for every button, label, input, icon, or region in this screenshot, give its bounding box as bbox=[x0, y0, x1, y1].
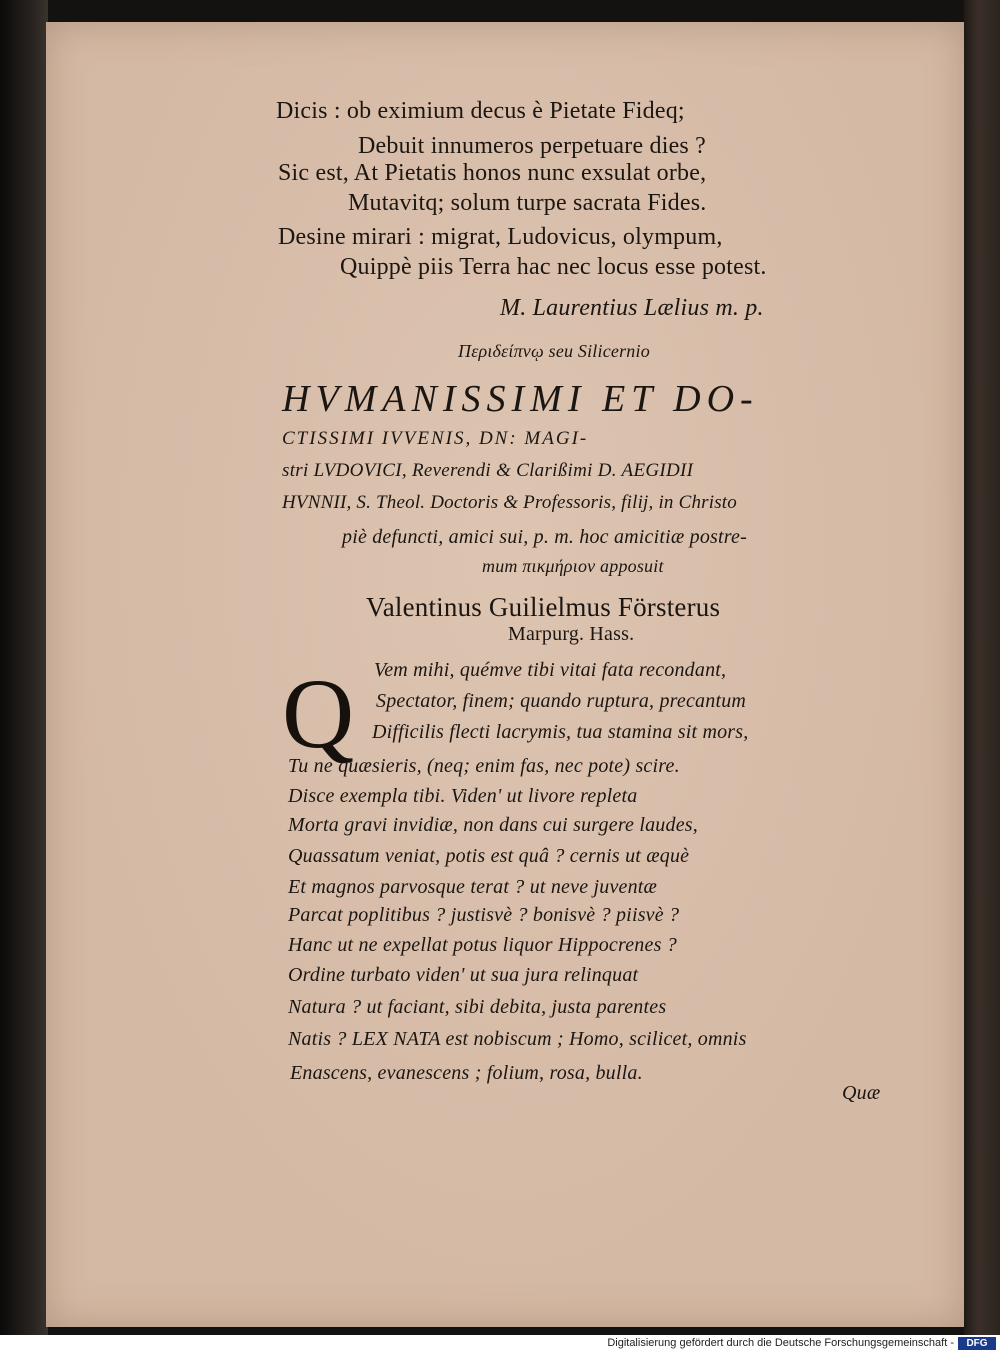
poem-line-1: Vem mihi, quémve tibi vitai fata recondant, bbox=[374, 659, 727, 681]
heading-line-5: mum πικμήριον apposuit bbox=[482, 556, 664, 576]
heading-line-4: piè defuncti, amici sui, p. m. hoc amicitiæ postre- bbox=[342, 526, 747, 548]
poem-line-3: Difficilis flecti lacrymis, tua stamina sit mors, bbox=[372, 721, 749, 743]
author-name: Valentinus Guilielmus Försterus bbox=[366, 592, 721, 622]
poem-line-2: Spectator, finem; quando ruptura, precantum bbox=[376, 690, 747, 712]
poem-line-7: Quassatum veniat, potis est quâ ? cernis ut æquè bbox=[288, 845, 690, 867]
epigram-line-5: Desine mirari : migrat, Ludovicus, olympum, bbox=[278, 224, 723, 250]
poem-line-4: Tu ne quæsieris, (neq; enim fas, nec pote) scire. bbox=[288, 755, 680, 777]
author-origin: Marpurg. Hass. bbox=[508, 623, 635, 645]
footer-bar bbox=[0, 1335, 1000, 1352]
poem-line-11: Ordine turbato viden' ut sua jura relinquat bbox=[288, 964, 639, 986]
footer-text: Digitalisierung gefördert durch die Deutsche Forschungsgemeinschaft - bbox=[607, 1337, 954, 1349]
scan-right-edge bbox=[964, 0, 1000, 1335]
heading-line-1: CTISSIMI IVVENIS, DN: MAGI- bbox=[282, 428, 589, 449]
poem-line-12: Natura ? ut faciant, sibi debita, justa parentes bbox=[288, 996, 667, 1018]
drop-cap: Q bbox=[282, 658, 355, 769]
poem-line-5: Disce exempla tibi. Viden' ut livore repleta bbox=[288, 785, 638, 807]
poem-line-14: Enascens, evanescens ; folium, rosa, bulla. bbox=[290, 1062, 643, 1084]
scan-left-edge bbox=[0, 0, 48, 1335]
heading-line-3: HVNNII, S. Theol. Doctoris & Professoris, filij, in Christo bbox=[282, 492, 737, 513]
epigram-line-1: Dicis : ob eximium decus è Pietate Fideq; bbox=[276, 98, 685, 124]
epigram-author: M. Laurentius Lælius m. p. bbox=[500, 295, 764, 321]
poem-line-8: Et magnos parvosque terat ? ut neve juventæ bbox=[288, 876, 658, 898]
poem-line-9: Parcat poplitibus ? justisvè ? bonisvè ? piisvè ? bbox=[288, 904, 680, 926]
poem-line-10: Hanc ut ne expellat potus liquor Hippocrenes ? bbox=[288, 934, 677, 956]
epigram-line-3: Sic est, At Pietatis honos nunc exsulat orbe, bbox=[278, 160, 707, 186]
epigram-line-2: Debuit innumeros perpetuare dies ? bbox=[358, 133, 707, 159]
heading-intro: Περιδείπνῳ seu Silicernio bbox=[458, 341, 650, 361]
epigram-line-6: Quippè piis Terra hac nec locus esse potest. bbox=[340, 254, 767, 280]
poem-line-13: Natis ? LEX NATA est nobiscum ; Homo, scilicet, omnis bbox=[288, 1028, 747, 1050]
heading-big: HVMANISSIMI ET DO- bbox=[282, 378, 759, 420]
dfg-logo: DFG bbox=[958, 1337, 996, 1350]
heading-line-2: stri LVDOVICI, Reverendi & Clarißimi D. AEGIDII bbox=[282, 460, 694, 481]
catchword: Quæ bbox=[842, 1082, 881, 1104]
epigram-line-4: Mutavitq; solum turpe sacrata Fides. bbox=[348, 190, 707, 216]
poem-line-6: Morta gravi invidiæ, non dans cui surgere laudes, bbox=[288, 814, 698, 836]
